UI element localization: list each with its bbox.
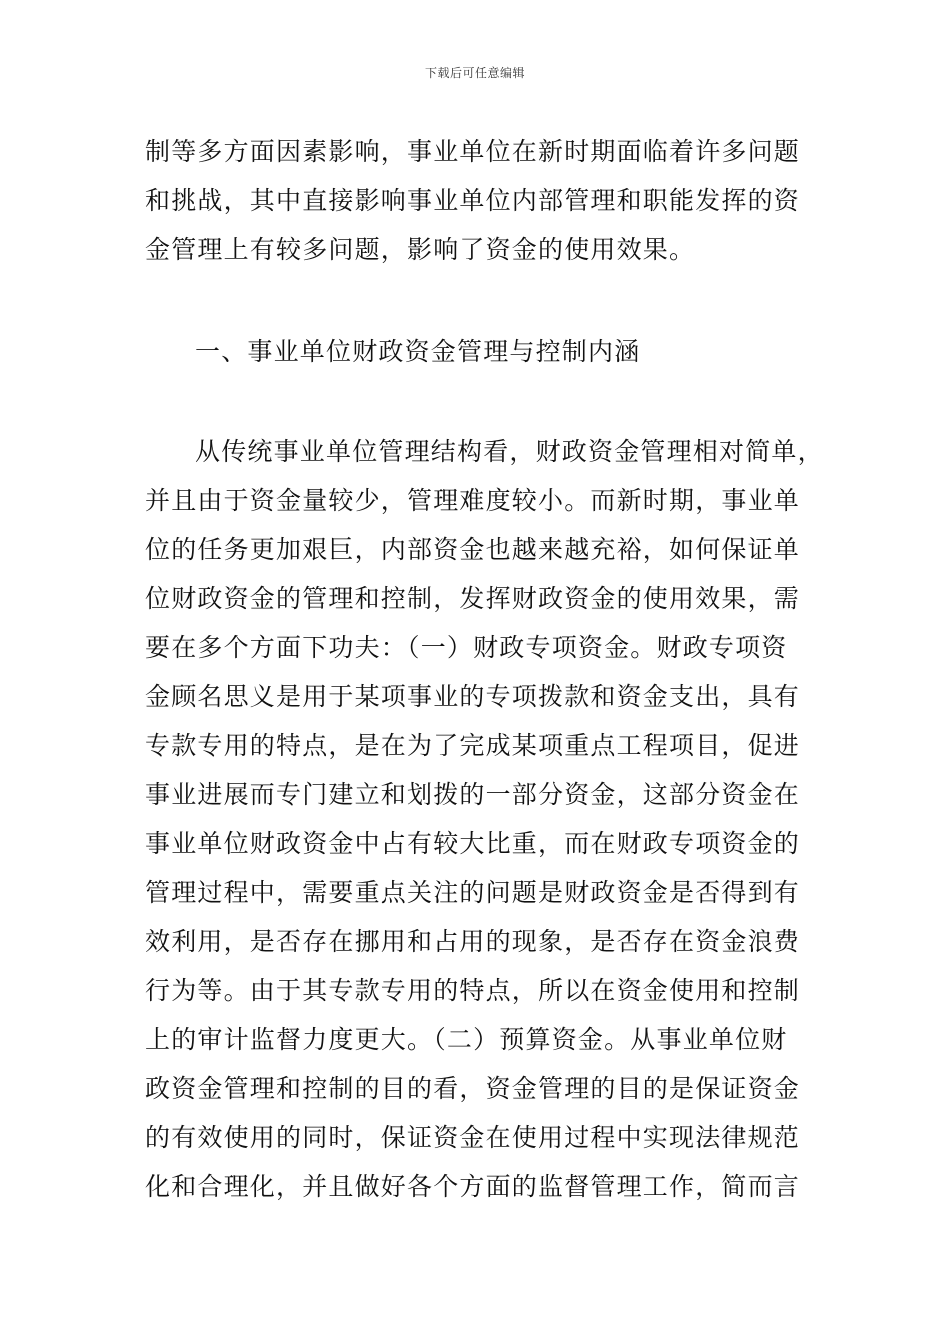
text-line: 事业进展而专门建立和划拨的一部分资金，这部分资金在 [145, 780, 801, 809]
text-line: 从传统事业单位管理结构看，财政资金管理相对简单， [195, 437, 824, 466]
text-line: 并且由于资金量较少，管理难度较小。而新时期，事业单 [145, 486, 801, 515]
text-line: 制等多方面因素影响，事业单位在新时期面临着许多问题 [145, 137, 801, 166]
text-line: 的有效使用的同时，保证资金在使用过程中实现法律规范 [145, 1123, 801, 1152]
text-line: 金顾名思义是用于某项事业的专项拨款和资金支出，具有 [145, 682, 801, 711]
text-line: 事业单位财政资金中占有较大比重，而在财政专项资金的 [145, 829, 801, 858]
text-line: 位财政资金的管理和控制，发挥财政资金的使用效果，需 [145, 584, 801, 613]
text-line: 效利用，是否存在挪用和占用的现象，是否存在资金浪费 [145, 927, 801, 956]
text-line: 要在多个方面下功夫：（一）财政专项资金。财政专项资 [145, 633, 788, 662]
text-line: 政资金管理和控制的目的看，资金管理的目的是保证资金 [145, 1074, 801, 1103]
page-header: 下载后可任意编辑 [424, 66, 525, 80]
text-line: 管理过程中，需要重点关注的问题是财政资金是否得到有 [145, 878, 801, 907]
text-line: 金管理上有较多问题，影响了资金的使用效果。 [145, 235, 696, 264]
text-line: 位的任务更加艰巨，内部资金也越来越充裕，如何保证单 [145, 535, 801, 564]
text-line: 上的审计监督力度更大。（二）预算资金。从事业单位财 [145, 1025, 788, 1054]
paragraph-intro [145, 127, 809, 274]
text-line: 化和合理化，并且做好各个方面的监督管理工作，简而言 [145, 1172, 801, 1201]
heading-text: 一、事业单位财政资金管理与控制内涵 [195, 337, 641, 366]
paragraph-body [145, 427, 824, 1211]
section-heading [145, 327, 809, 376]
text-line: 专款专用的特点，是在为了完成某项重点工程项目，促进 [145, 731, 801, 760]
text-line: 行为等。由于其专款专用的特点，所以在资金使用和控制 [145, 976, 801, 1005]
text-line: 和挑战，其中直接影响事业单位内部管理和职能发挥的资 [145, 186, 801, 215]
